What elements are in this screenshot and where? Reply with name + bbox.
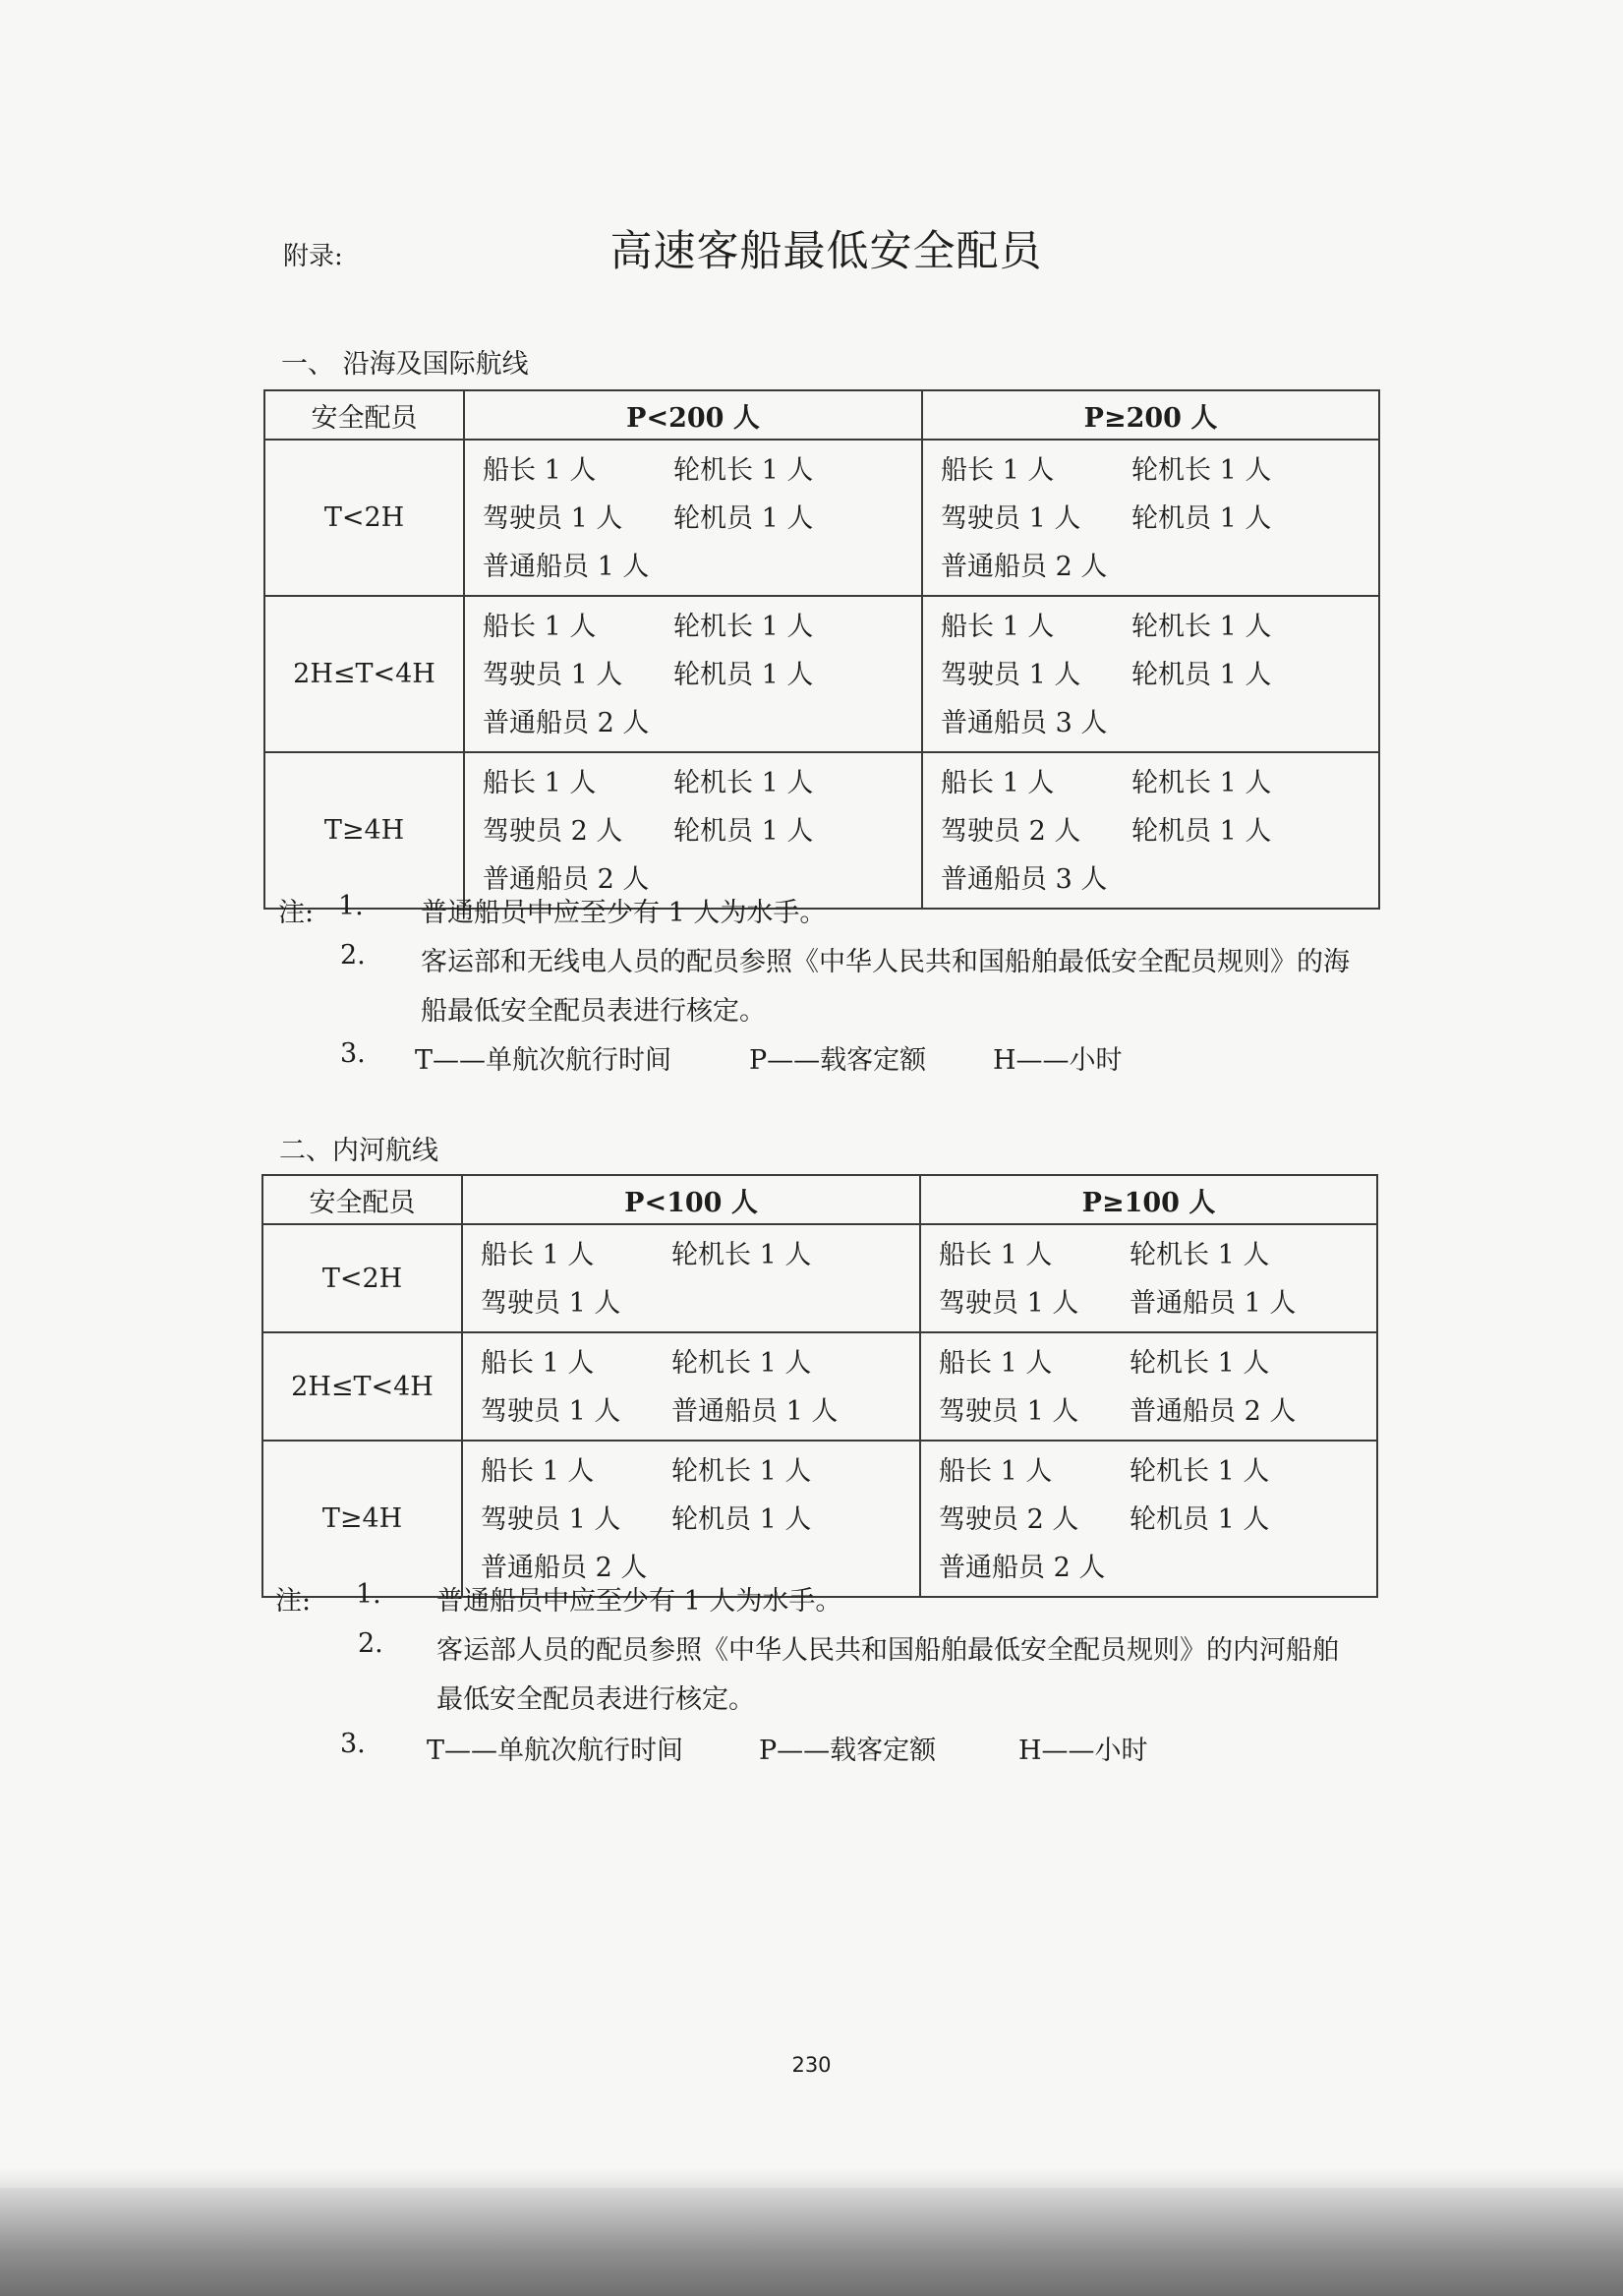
crew-entry: 驾驶员 1 人: [939, 1396, 1079, 1427]
crew-cell: [920, 1332, 1377, 1441]
note-definition-t: T——单航次航行时间: [427, 1736, 684, 1766]
column-header: P≥100 人: [920, 1175, 1377, 1224]
crew-entry: 轮机长 1 人: [671, 1240, 812, 1270]
note-definition-p: P——载客定额: [749, 1045, 927, 1076]
crew-entry: 驾驶员 1 人: [481, 1288, 621, 1319]
crew-entry: 轮机员 1 人: [673, 503, 814, 534]
note-number: 3.: [340, 1729, 366, 1759]
document-title: 高速客船最低安全配员: [609, 227, 1043, 276]
crew-cell: [462, 1332, 920, 1441]
scanner-bed-shadow: [0, 2188, 1623, 2296]
crew-entry: 船长 1 人: [483, 768, 597, 798]
crew-entry: [1131, 543, 1378, 591]
crew-entry: 普通船员 2 人: [483, 864, 650, 895]
table-row: [262, 1441, 1377, 1597]
crew-entry: 驾驶员 1 人: [941, 660, 1081, 690]
notes-label: 注:: [275, 1586, 312, 1617]
section-heading-inland: 二、内河航线: [279, 1136, 438, 1166]
duration-label: T≥4H: [264, 752, 464, 909]
crew-entry: [1130, 1544, 1376, 1592]
crew-entry: [671, 1279, 919, 1327]
inland-crew-table: [261, 1174, 1378, 1598]
crew-entry: 普通船员 3 人: [941, 864, 1108, 895]
note-text: 船最低安全配员表进行核定。: [421, 996, 766, 1027]
note-text: 普通船员中应至少有 1 人为水手。: [436, 1586, 842, 1617]
crew-entry: 驾驶员 1 人: [481, 1396, 621, 1427]
column-header: P<200 人: [464, 390, 922, 440]
table-row: [264, 440, 1379, 596]
crew-entry: 船长 1 人: [483, 455, 597, 486]
page-edge-shade: [0, 2168, 1623, 2190]
table-row: [264, 596, 1379, 752]
crew-entry: 轮机长 1 人: [1131, 455, 1272, 486]
crew-cell: [922, 440, 1379, 596]
crew-entry: 船长 1 人: [939, 1240, 1053, 1270]
crew-cell: [922, 752, 1379, 909]
duration-label: 2H≤T<4H: [262, 1332, 462, 1441]
crew-entry: 驾驶员 1 人: [941, 503, 1081, 534]
crew-entry: 普通船员 1 人: [483, 552, 650, 582]
note-definition-t: T——单航次航行时间: [415, 1045, 672, 1076]
crew-entry: 普通船员 2 人: [941, 552, 1108, 582]
crew-entry: 轮机长 1 人: [673, 455, 814, 486]
crew-entry: 普通船员 1 人: [1130, 1288, 1297, 1319]
duration-label: T<2H: [264, 440, 464, 596]
crew-cell: [920, 1441, 1377, 1597]
crew-entry: 轮机员 1 人: [1131, 660, 1272, 690]
crew-entry: 普通船员 3 人: [941, 708, 1108, 738]
duration-label: T≥4H: [262, 1441, 462, 1597]
crew-entry: 驾驶员 2 人: [941, 816, 1081, 847]
crew-entry: 轮机员 1 人: [1130, 1504, 1270, 1535]
crew-entry: 轮机员 1 人: [1131, 816, 1272, 847]
crew-entry: 普通船员 2 人: [481, 1553, 648, 1583]
crew-entry: 轮机长 1 人: [673, 768, 814, 798]
crew-entry: 船长 1 人: [941, 455, 1055, 486]
crew-entry: 船长 1 人: [939, 1456, 1053, 1487]
note-text: 客运部人员的配员参照《中华人民共和国船舶最低安全配员规则》的内河船舶: [436, 1635, 1339, 1666]
crew-entry: [1131, 699, 1378, 747]
crew-entry: 轮机长 1 人: [1131, 612, 1272, 642]
note-number: 1.: [356, 1579, 381, 1610]
section-heading-coastal: 一、 沿海及国际航线: [281, 349, 529, 380]
coastal-crew-table: [263, 389, 1380, 910]
note-definition-p: P——载客定额: [759, 1736, 937, 1766]
crew-cell: [922, 596, 1379, 752]
crew-entry: 船长 1 人: [941, 612, 1055, 642]
crew-entry: [673, 543, 921, 591]
crew-entry: 驾驶员 1 人: [483, 503, 623, 534]
crew-entry: 驾驶员 1 人: [481, 1504, 621, 1535]
crew-cell: [464, 440, 922, 596]
column-header: 安全配员: [262, 1175, 462, 1224]
note-number: 1.: [338, 891, 364, 921]
note-number: 2.: [340, 940, 366, 971]
crew-entry: 轮机长 1 人: [673, 612, 814, 642]
notes-label: 注:: [278, 898, 315, 928]
crew-entry: 船长 1 人: [483, 612, 597, 642]
crew-entry: [1131, 855, 1378, 904]
crew-entry: [673, 699, 921, 747]
note-number: 2.: [358, 1628, 383, 1659]
crew-entry: 轮机长 1 人: [1130, 1456, 1270, 1487]
crew-entry: 驾驶员 2 人: [939, 1504, 1079, 1535]
crew-entry: 轮机员 1 人: [673, 816, 814, 847]
note-number: 3.: [340, 1038, 366, 1069]
note-text: 客运部和无线电人员的配员参照《中华人民共和国船舶最低安全配员规则》的海: [421, 947, 1350, 977]
crew-entry: 普通船员 1 人: [671, 1396, 839, 1427]
appendix-prefix: 附录:: [283, 242, 343, 271]
crew-entry: 轮机长 1 人: [671, 1348, 812, 1379]
crew-cell: [464, 596, 922, 752]
crew-entry: 船长 1 人: [939, 1348, 1053, 1379]
crew-cell: [462, 1224, 920, 1332]
table-header-row: [264, 390, 1379, 440]
table-row: [264, 752, 1379, 909]
crew-entry: 普通船员 2 人: [483, 708, 650, 738]
crew-entry: 驾驶员 2 人: [483, 816, 623, 847]
page-number: 230: [791, 2053, 832, 2077]
crew-cell: [464, 752, 922, 909]
column-header: P≥200 人: [922, 390, 1379, 440]
crew-entry: 轮机长 1 人: [671, 1456, 812, 1487]
note-text: 普通船员中应至少有 1 人为水手。: [421, 898, 827, 928]
crew-entry: 轮机员 1 人: [1131, 503, 1272, 534]
table-row: [262, 1224, 1377, 1332]
crew-entry: 轮机员 1 人: [673, 660, 814, 690]
column-header: 安全配员: [264, 390, 464, 440]
note-text: 最低安全配员表进行核定。: [436, 1684, 755, 1715]
crew-entry: 轮机长 1 人: [1130, 1348, 1270, 1379]
table-row: [262, 1332, 1377, 1441]
note-definition-h: H——小时: [1018, 1736, 1148, 1766]
table-header-row: [262, 1175, 1377, 1224]
crew-entry: 船长 1 人: [481, 1348, 595, 1379]
note-definition-h: H——小时: [993, 1045, 1123, 1076]
duration-label: 2H≤T<4H: [264, 596, 464, 752]
crew-entry: 轮机长 1 人: [1130, 1240, 1270, 1270]
crew-entry: 轮机员 1 人: [671, 1504, 812, 1535]
crew-entry: 轮机长 1 人: [1131, 768, 1272, 798]
crew-cell: [462, 1441, 920, 1597]
duration-label: T<2H: [262, 1224, 462, 1332]
crew-cell: [920, 1224, 1377, 1332]
crew-entry: 普通船员 2 人: [939, 1553, 1106, 1583]
crew-entry: 船长 1 人: [481, 1456, 595, 1487]
crew-entry: 船长 1 人: [481, 1240, 595, 1270]
crew-entry: 船长 1 人: [941, 768, 1055, 798]
crew-entry: 驾驶员 1 人: [939, 1288, 1079, 1319]
column-header: P<100 人: [462, 1175, 920, 1224]
crew-entry: 普通船员 2 人: [1130, 1396, 1297, 1427]
crew-entry: 驾驶员 1 人: [483, 660, 623, 690]
